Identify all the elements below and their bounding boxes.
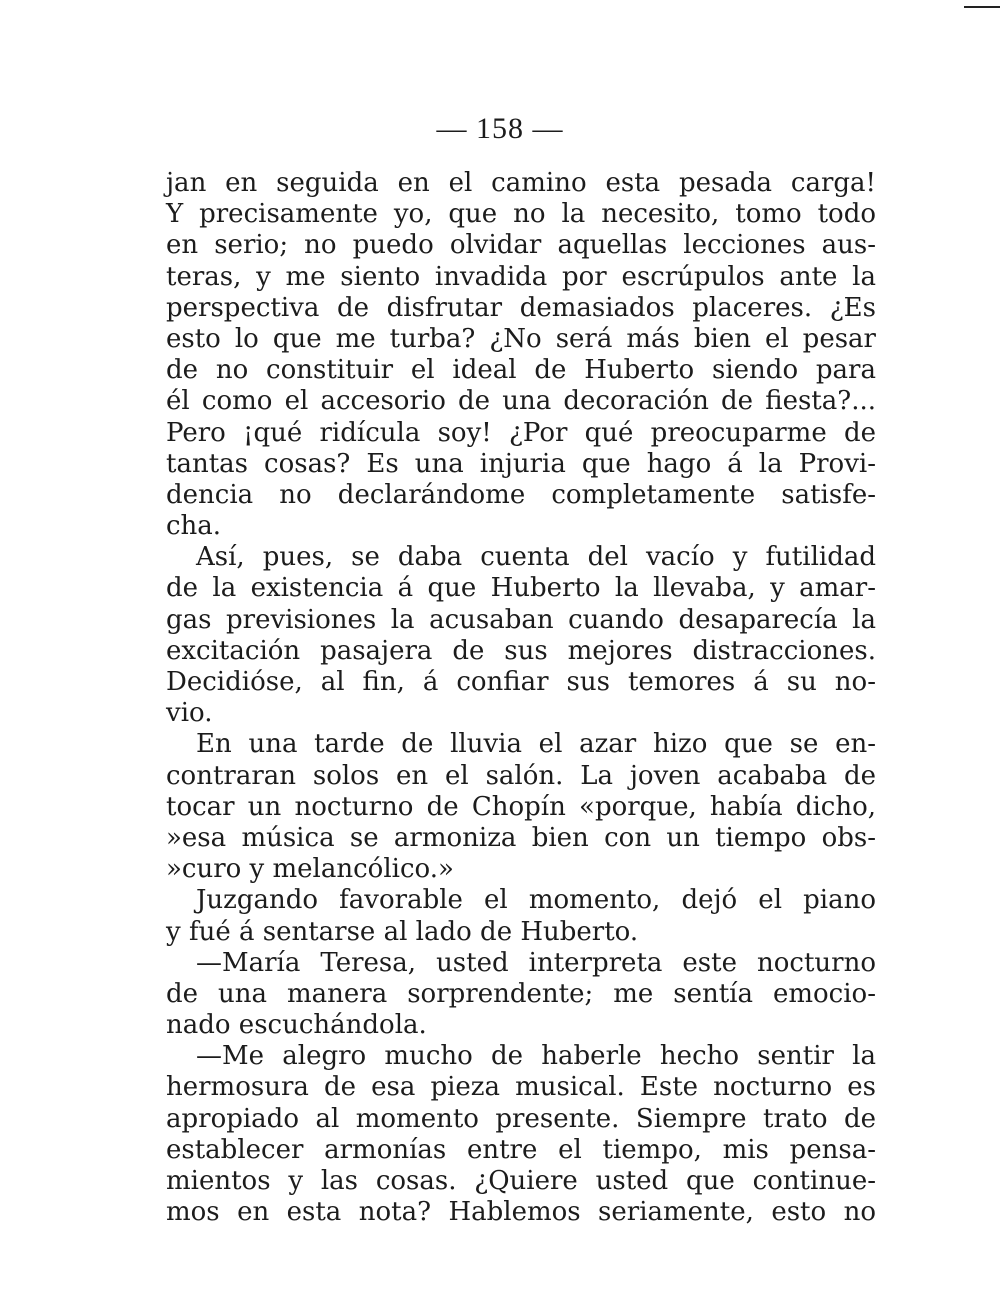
text-line: él como el accesorio de una decoración de fiesta?... bbox=[166, 386, 876, 417]
text-line: apropiado al momento presente. Siempre trato de bbox=[166, 1103, 876, 1134]
text-line: tocar un nocturno de Chopín «porque, había dicho, bbox=[166, 791, 876, 822]
text-line: vio. bbox=[166, 698, 213, 729]
text-line: esto lo que me turba? ¿No será más bien el pesar bbox=[166, 323, 876, 354]
body-text bbox=[166, 168, 876, 1228]
text-line: de una manera sorprendente; me sentía emocio- bbox=[166, 978, 876, 1009]
text-line: en serio; no puedo olvidar aquellas lecciones aus- bbox=[166, 230, 876, 261]
text-line: hermosura de esa pieza musical. Este nocturno es bbox=[166, 1072, 876, 1103]
text-line: cha. bbox=[166, 511, 222, 542]
text-line: —Me alegro mucho de haberle hecho sentir la bbox=[196, 1041, 876, 1072]
text-line: de la existencia á que Huberto la llevaba, y amar- bbox=[166, 573, 876, 604]
text-line: teras, y me siento invadida por escrúpulos ante la bbox=[166, 261, 876, 292]
text-line: Decidióse, al fin, á confiar sus temores á su no- bbox=[166, 667, 876, 697]
text-line: perspectiva de disfrutar demasiados placeres. ¿Es bbox=[166, 292, 876, 323]
text-line: Pero ¡qué ridícula soy! ¿Por qué preocuparme de bbox=[166, 417, 876, 448]
edge-mark bbox=[964, 6, 1000, 8]
text-line: nado escuchándola. bbox=[166, 1010, 427, 1041]
text-line: —María Teresa, usted interpreta este nocturno bbox=[196, 947, 876, 978]
text-line: de no constituir el ideal de Huberto siendo para bbox=[166, 355, 876, 386]
text-line: tantas cosas? Es una injuria que hago á la Provi- bbox=[166, 448, 876, 479]
text-line: »curo y melancólico.» bbox=[166, 854, 454, 885]
page-number: — 158 — bbox=[436, 112, 564, 145]
text-line: Juzgando favorable el momento, dejó el piano bbox=[196, 885, 876, 916]
text-line: mos en esta nota? Hablemos seriamente, esto no bbox=[166, 1197, 876, 1228]
text-line: excitación pasajera de sus mejores distracciones. bbox=[166, 635, 876, 666]
text-line: jan en seguida en el camino esta pesada carga! bbox=[166, 168, 876, 198]
text-line: Y precisamente yo, que no la necesito, tomo todo bbox=[166, 199, 876, 230]
text-line: mientos y las cosas. ¿Quiere usted que continue- bbox=[166, 1166, 876, 1196]
text-line: y fué á sentarse al lado de Huberto. bbox=[166, 916, 639, 947]
text-line: gas previsiones la acusaban cuando desaparecía la bbox=[166, 604, 876, 635]
text-line: En una tarde de lluvia el azar hizo que se en- bbox=[196, 729, 876, 760]
text-line: Así, pues, se daba cuenta del vacío y futilidad bbox=[196, 542, 876, 573]
text-line: contraran solos en el salón. La joven acababa de bbox=[166, 760, 876, 791]
text-line: »esa música se armoniza bien con un tiempo obs- bbox=[166, 822, 876, 853]
text-line: dencia no declarándome completamente satisfe- bbox=[166, 479, 876, 510]
text-line: establecer armonías entre el tiempo, mis pensa- bbox=[166, 1134, 876, 1165]
